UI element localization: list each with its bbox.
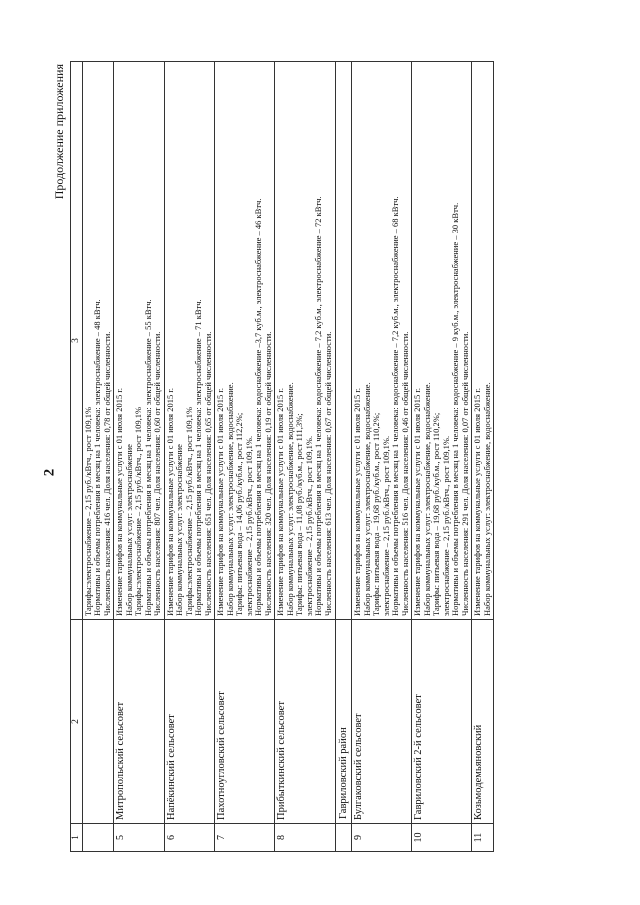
description-line: Нормативы и объемы потребления в месяц на 1 человека: электроснабжение – 48 кВтч.: [92, 299, 103, 616]
tariff-table: [70, 61, 494, 852]
row-number: 7: [215, 824, 275, 852]
description-line: Тарифы: питьевая вода – 11,08 руб./куб.м., рост 111,3%;: [294, 413, 305, 616]
continuation-title: Продолжение приложения: [52, 64, 66, 200]
header-col-1: 1: [71, 824, 83, 852]
description-line: Численность населения: 320 чел. Доля населения: 0,19 от общей численности.: [262, 331, 273, 616]
settlement-name: Козьмодемьяновский: [472, 620, 494, 824]
description-line: Нормативы и объемы потребления в месяц на 1 человека: водоснабжение – 7,2 куб.м., электроснабжение – 68 кВтч.: [390, 196, 401, 616]
settlement-name: [82, 620, 114, 824]
row-number: 10: [412, 824, 472, 852]
description-line: Тарифы: питьевая вода – 14,06 руб./куб.м., рост 112,2%;: [234, 412, 245, 616]
description-line: Набор коммунальных услуг: электроснабжение, водоснабжение.: [481, 382, 492, 616]
tariff-description: [352, 62, 412, 620]
row-number: 9: [352, 824, 412, 852]
region-empty-cell: [335, 824, 352, 852]
table-row: [472, 62, 494, 852]
description-line: Набор коммунальных услуг: электроснабжение: [123, 444, 134, 616]
table-row: [114, 62, 165, 852]
table-row: [215, 62, 275, 852]
description-line: электроснабжение – 2,15 руб./кВтч., рост 109,1%.: [243, 435, 254, 616]
description-line: Тарифы:электроснабжение – 2,15 руб./кВтч., рост 109,1%: [133, 406, 144, 616]
description-line: Нормативы и объемы потребления в месяц на 1 человека: электроснабжение – 71 кВтч.: [193, 299, 204, 616]
description-line: Набор коммунальных услуг: электроснабжение: [174, 444, 185, 616]
settlement-name: Прибыткинский сельсовет: [275, 620, 335, 824]
description-line: Численность населения: 516 чел. Доля населения: 0,46 от общей численности.: [399, 331, 410, 616]
row-number: 11: [472, 824, 494, 852]
description-line: электроснабжение – 2,15 руб./кВтч., рост 109,1%.: [303, 435, 314, 616]
description-line: Изменение тарифов на коммунальные услуги с 01 июля 2015 г.: [215, 388, 226, 616]
description-line: Тарифы: питьевая вода – 19,68 руб./куб.м., рост 110,2%;: [431, 412, 442, 616]
tariff-description: [164, 62, 215, 620]
page-number: 2: [41, 468, 58, 477]
description-line: Набор коммунальных услуг: электроснабжение, водоснабжение.: [224, 382, 235, 616]
description-line: Нормативы и объемы потребления в месяц на 1 человека: водоснабжение – 9 куб.м., электроснабжение – 30 кВтч.: [450, 202, 461, 616]
tariff-description: [215, 62, 275, 620]
rotated-page: [52, 62, 576, 852]
row-number: 6: [164, 824, 215, 852]
description-line: Изменение тарифов на коммунальные услуги с 01 июля 2015 г.: [164, 388, 175, 616]
settlement-name: Булгаковский сельсовет: [352, 620, 412, 824]
description-line: Тарифы:электроснабжение – 2,15 руб./кВтч., рост 109,1%: [183, 406, 194, 616]
description-line: Тарифы: питьевая вода – 19,68 руб./куб.м., рост 110,2%;: [371, 412, 382, 616]
description-line: Изменение тарифов на коммунальные услуги с 01 июля 2015 г.: [412, 388, 423, 616]
description-line: Изменение тарифов на коммунальные услуги с 01 июля 2015 г.: [472, 388, 483, 616]
tariff-description: [82, 62, 114, 620]
description-line: Изменение тарифов на коммунальные услуги с 01 июля 2015 г.: [352, 388, 363, 616]
table-row: [164, 62, 215, 852]
settlement-name: Гавриловский 2-й сельсовет: [412, 620, 472, 824]
description-line: Нормативы и объемы потребления в месяц на 1 человека: электроснабжение – 55 кВтч.: [142, 299, 153, 616]
header-col-3: 3: [71, 62, 83, 620]
description-line: Набор коммунальных услуг: электроснабжение, водоснабжение.: [284, 382, 295, 616]
description-line: Численность населения: 416 чел. Доля населения: 0,78 от общей численности.: [101, 331, 112, 616]
settlement-name: Митропольский сельсовет: [114, 620, 165, 824]
description-line: Численность населения: 613 чел. Доля населения: 0,67 от общей численности.: [323, 331, 333, 616]
region-empty-cell: [335, 62, 352, 620]
tariff-description: [412, 62, 472, 620]
description-line: электроснабжение – 2,15 руб./кВтч., рост 109,1%.: [380, 435, 391, 616]
tariff-description: [472, 62, 494, 620]
table-row: [275, 62, 335, 852]
table-row: [352, 62, 412, 852]
settlement-name: Пахотноугловский сельсовет: [215, 620, 275, 824]
region-name: Гавриловский район: [335, 620, 352, 824]
description-line: Численность населения: 807 чел. Доля населения: 0,60 от общей численности.: [152, 331, 163, 616]
tariff-description: [114, 62, 165, 620]
table-row: [412, 62, 472, 852]
description-line: Нормативы и объемы потребления в месяц на 1 человека: водоснабжение – 7,2 куб.м., электроснабжение – 72 кВтч.: [313, 196, 324, 616]
region-row: [335, 62, 352, 852]
description-line: Изменение тарифов на коммунальные услуги с 01 июля 2015 г.: [114, 388, 125, 616]
description-line: Нормативы и объемы потребления в месяц на 1 человека: водоснабжение –3,7 куб.м., электроснабжение – 46 кВтч.: [253, 198, 264, 616]
description-line: Набор коммунальных услуг: электроснабжение, водоснабжение.: [421, 382, 432, 616]
description-line: Набор коммунальных услуг: электроснабжение, водоснабжение.: [361, 382, 372, 616]
table-header-row: [71, 62, 83, 852]
table-row: [82, 62, 114, 852]
header-col-2: 2: [71, 620, 83, 824]
row-number: 8: [275, 824, 335, 852]
settlement-name: Напёкинский сельсовет: [164, 620, 215, 824]
description-line: Тарифы:электроснабжение – 2,15 руб./кВтч., рост 109,1%: [82, 406, 93, 616]
row-number: [82, 824, 114, 852]
row-number: 5: [114, 824, 165, 852]
description-line: Изменение тарифов на коммунальные услуги с 01 июля 2015 г.: [275, 388, 286, 616]
description-line: Численность населения: 291 чел. Доля населения: 0,07 от общей численности.: [459, 331, 470, 616]
tariff-description: [275, 62, 335, 620]
description-line: Численность населения: 651 чел. Доля населения: 0,65 от общей численности.: [202, 331, 213, 616]
description-line: электроснабжение – 2,15 руб./кВтч., рост 109,1%.: [440, 435, 451, 616]
